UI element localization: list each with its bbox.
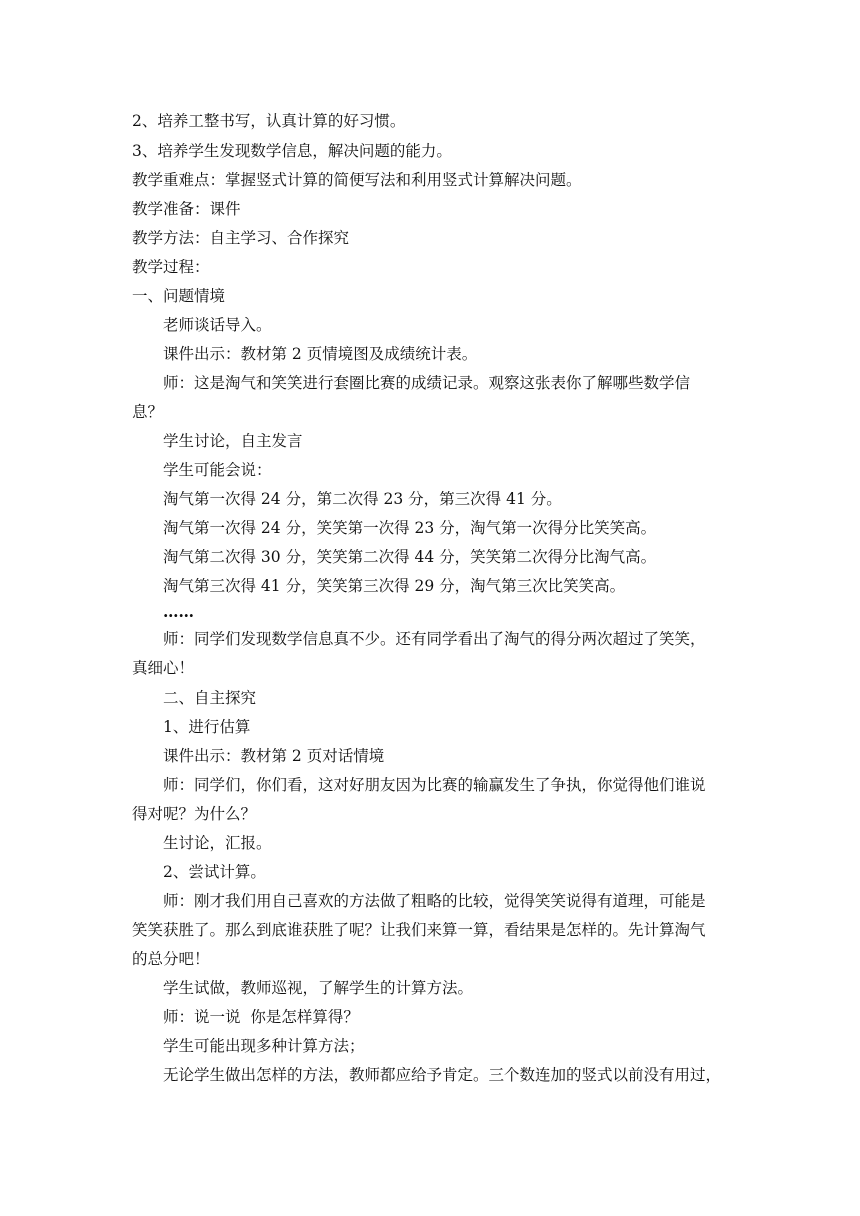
text-line: 得对呢？为什么？ (132, 805, 257, 823)
text-line: 学生可能出现多种计算方法； (163, 1037, 365, 1055)
text-line: 教学方法：自主学习、合作探究 (132, 229, 350, 247)
text-line: 2、培养工整书写，认真计算的好习惯。 (132, 112, 406, 130)
text-line: 笑笑获胜了。那么到底谁获胜了呢？让我们来算一算，看结果是怎样的。先计算淘气 (132, 921, 706, 939)
text-line: 淘气第三次得 41 分，笑笑第三次得 29 分，淘气第三次比笑笑高。 (163, 577, 626, 595)
text-line: 息？ (132, 403, 164, 421)
text-line: 教学过程： (132, 258, 210, 276)
text-line: 师：说一说 你是怎样算得？ (163, 1008, 359, 1026)
subsection-heading: 2、尝试计算。 (163, 863, 266, 881)
text-line: 师：这是淘气和笑笑进行套圈比赛的成绩记录。观察这张表你了解哪些数学信 (163, 374, 691, 392)
text-line: 课件出示：教材第 2 页对话情境 (163, 747, 385, 765)
text-line: 淘气第一次得 24 分，第二次得 23 分，第三次得 41 分。 (163, 490, 562, 508)
text-line: 的总分吧！ (132, 950, 210, 968)
text-line: 学生试做，教师巡视，了解学生的计算方法。 (163, 979, 474, 997)
text-line: 师：同学们发现数学信息真不少。还有同学看出了淘气的得分两次超过了笑笑， (163, 630, 706, 648)
text-line: 课件出示：教材第 2 页情境图及成绩统计表。 (163, 345, 478, 363)
text-line: 无论学生做出怎样的方法，教师都应给予肯定。三个数连加的竖式以前没有用过， (163, 1066, 722, 1084)
text-line: 3、培养学生发现数学信息，解决问题的能力。 (132, 142, 452, 160)
text-line: 学生讨论，自主发言 (163, 432, 303, 450)
ellipsis: …… (163, 602, 194, 621)
text-line: 真细心！ (132, 659, 195, 677)
text-line: 教学重难点：掌握竖式计算的简便写法和利用竖式计算解决问题。 (132, 171, 582, 189)
subsection-heading: 1、进行估算 (163, 718, 251, 736)
text-line: 老师谈话导入。 (163, 316, 272, 334)
text-line: 淘气第一次得 24 分，笑笑第一次得 23 分，淘气第一次得分比笑笑高。 (163, 519, 657, 537)
section-heading: 一、问题情境 (132, 287, 226, 305)
section-heading: 二、自主探究 (163, 689, 257, 707)
text-line: 师：同学们，你们看，这对好朋友因为比赛的输赢发生了争执，你觉得他们谁说 (163, 776, 706, 794)
text-line: 教学准备：课件 (132, 200, 241, 218)
text-line: 师：刚才我们用自己喜欢的方法做了粗略的比较，觉得笑笑说得有道理，可能是 (163, 892, 706, 910)
text-line: 生讨论，汇报。 (163, 834, 272, 852)
text-line: 淘气第二次得 30 分，笑笑第二次得 44 分，笑笑第二次得分比淘气高。 (163, 548, 657, 566)
text-line: 学生可能会说： (163, 461, 272, 479)
